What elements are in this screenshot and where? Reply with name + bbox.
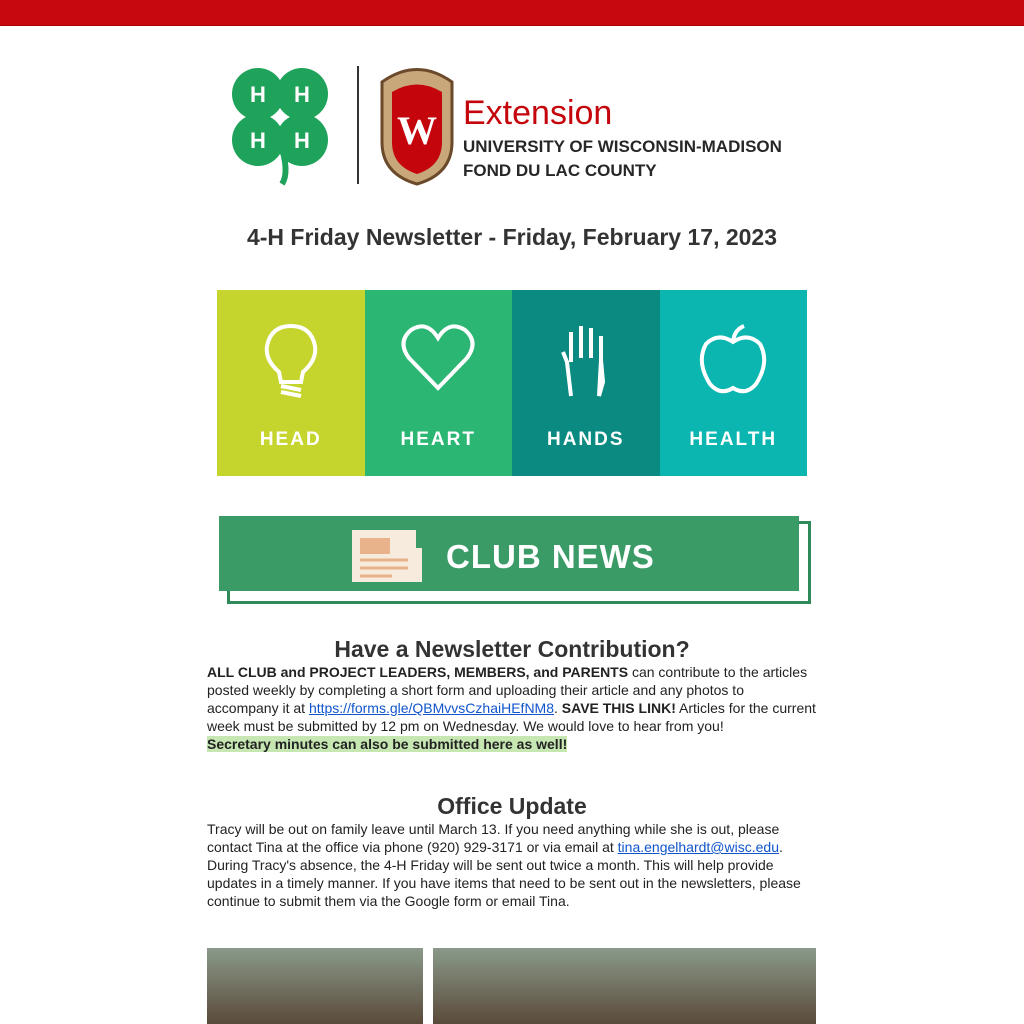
contribution-text: .: [554, 700, 562, 716]
contribution-text: Articles for the current week must be submitted by 12 pm on Wednesday. We would love to hear from you!: [207, 700, 816, 734]
secretary-minutes-note: Secretary minutes can also be submitted here as well!: [207, 736, 568, 752]
tile-label: HEART: [400, 429, 476, 450]
contribution-section: [207, 636, 817, 753]
county-name: FOND DU LAC COUNTY: [463, 161, 657, 180]
tile-label: HEALTH: [689, 429, 778, 450]
svg-text:H: H: [250, 128, 266, 153]
contribution-heading: Have a Newsletter Contribution?: [334, 636, 690, 662]
email-link[interactable]: tina.engelhardt@wisc.edu: [617, 839, 779, 855]
svg-text:H: H: [294, 128, 310, 153]
club-photo: [433, 948, 816, 1024]
newspaper-icon: [352, 530, 424, 584]
svg-text:W: W: [397, 108, 437, 153]
newsletter-title: 4-H Friday Newsletter - Friday, February 17, 2023: [246, 224, 778, 250]
hand-icon: [559, 322, 613, 402]
office-update-heading: Office Update: [437, 793, 587, 819]
office-update-section: [207, 793, 817, 910]
heart-icon: [401, 322, 475, 392]
tile-heart: [365, 290, 513, 476]
office-text: Tracy will be out on family leave until March 13. If you need anything while she is out, please contact Tina at the office via phone (920) 929-3171 or via email at: [207, 821, 780, 855]
save-link-note: SAVE THIS LINK!: [561, 700, 676, 716]
extension-label: Extension: [463, 94, 613, 132]
university-name: UNIVERSITY OF WISCONSIN-MADISON: [463, 137, 782, 156]
tile-health: [660, 290, 808, 476]
tile-label: HEAD: [259, 429, 322, 450]
apple-icon: [698, 322, 768, 396]
club-news-title: CLUB NEWS: [446, 538, 655, 575]
tile-head: [217, 290, 365, 476]
tile-label: HANDS: [546, 429, 625, 450]
organization-name: [463, 135, 782, 183]
tile-hands: [512, 290, 660, 476]
office-text: . During Tracy's absence, the 4-H Friday will be sent out twice a month. This will help provide updates in a timely manner. If you have items that need to be sent out in the newsletters, please continue to submit them via the Google form or email Tina.: [207, 839, 801, 909]
svg-text:H: H: [250, 82, 266, 107]
top-banner: [0, 0, 1024, 26]
contribution-text: can contribute to the articles posted weekly by completing a short form and uploading their article and any photos to accompany it at: [207, 664, 808, 716]
form-link[interactable]: https://forms.gle/QBMvvsCzhaiHEfNM8: [308, 700, 554, 716]
four-h-tiles: [217, 290, 807, 476]
svg-text:H: H: [294, 82, 310, 107]
club-photo: [207, 948, 423, 1024]
contribution-intro: ALL CLUB and PROJECT LEADERS, MEMBERS, and PARENTS: [207, 664, 629, 680]
lightbulb-icon: [261, 322, 321, 402]
